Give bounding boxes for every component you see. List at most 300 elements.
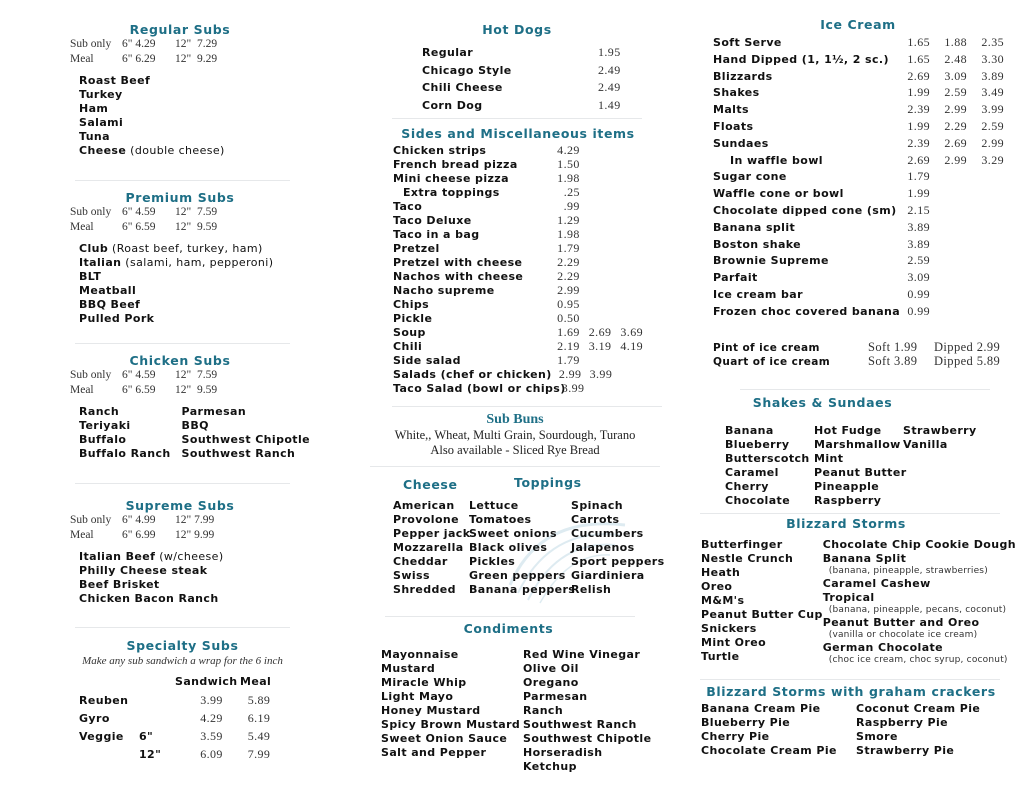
- hot-dog-price: 1.49: [598, 97, 621, 112]
- list-item: Buffalo Ranch: [79, 447, 171, 460]
- separator: [392, 406, 662, 407]
- ice-cream-item: [713, 186, 1013, 203]
- side-price-3: 4.19: [620, 339, 643, 353]
- ice-cream-name: Shakes: [713, 86, 760, 100]
- premium-subs-section: [70, 190, 290, 326]
- blizzard-flavor: Chocolate Chip Cookie Dough: [822, 538, 1016, 551]
- blizzard-storms-section: [701, 516, 1016, 666]
- side-item: [393, 339, 643, 353]
- twelve-inch-price: 12" 9.59: [175, 221, 218, 233]
- side-name: Mini cheese pizza: [393, 172, 509, 185]
- specialty-size: 12": [139, 748, 162, 761]
- list-item: Southwest Ranch: [523, 718, 637, 731]
- side-item: [393, 353, 643, 367]
- ice-cream-price-2: 2.59: [944, 85, 967, 100]
- ice-cream-name: Soft Serve: [713, 36, 782, 49]
- hot-dog-price: 1.95: [598, 45, 621, 59]
- specialty-subs-section: [70, 638, 295, 765]
- size-price-row: [70, 384, 310, 398]
- condiments-title: Condiments: [463, 621, 554, 636]
- list-item: Relish: [571, 583, 612, 596]
- list-item: Pineapple: [814, 480, 880, 493]
- list-item: Turtle: [701, 650, 740, 663]
- list-item: Southwest Chipotle: [181, 433, 310, 446]
- hot-dog-item: [422, 63, 642, 81]
- list-item: Mozzarella: [393, 541, 464, 554]
- side-item: [393, 311, 643, 325]
- ice-cream-name: Hand Dipped (1, 1½, 2 sc.): [713, 52, 889, 66]
- side-price-1: 4.29: [557, 143, 580, 157]
- list-item: BBQ: [181, 419, 209, 432]
- list-item: Coconut Cream Pie: [856, 702, 981, 715]
- specialty-subs-title: Specialty Subs: [126, 638, 239, 653]
- size-price-label: Sub only: [70, 38, 112, 50]
- list-item: Lettuce: [469, 499, 519, 512]
- menu-item-name: Tuna: [79, 130, 110, 143]
- ice-cream-name: Malts: [713, 103, 749, 117]
- hot-dog-price: 2.49: [598, 80, 621, 94]
- sub-buns-section: [370, 412, 660, 458]
- ice-cream-price-1: 2.15: [907, 202, 930, 217]
- six-inch-price: 6" 4.29: [122, 38, 156, 50]
- list-item: Raspberry: [814, 494, 882, 507]
- twelve-inch-price: 12" 9.99: [175, 529, 215, 541]
- separator: [75, 483, 290, 484]
- side-price-1: 3.99: [561, 381, 585, 395]
- list-item: Southwest Ranch: [181, 447, 296, 460]
- separator: [370, 466, 660, 467]
- regular-subs-title: Regular Subs: [129, 22, 231, 37]
- menu-item-name: BBQ Beef: [79, 298, 141, 311]
- side-price-1: 2.29: [557, 255, 580, 269]
- ice-cream-name: Parfait: [713, 271, 758, 285]
- chicken-subs-title: Chicken Subs: [129, 353, 231, 368]
- list-item: Banana Cream Pie: [701, 702, 821, 715]
- side-name: Chicken strips: [393, 144, 487, 157]
- list-item: Ketchup: [523, 760, 577, 773]
- list-item: Jalapenos: [571, 541, 635, 554]
- graham-storms-section: [701, 684, 1011, 758]
- ice-cream-name: Blizzards: [713, 69, 773, 83]
- ice-cream-price-3: 3.89: [981, 68, 1004, 83]
- ice-cream-name: Boston shake: [713, 237, 802, 251]
- side-name: Taco Deluxe: [393, 214, 472, 227]
- list-item: Buffalo: [79, 433, 127, 446]
- list-item: Light Mayo: [381, 690, 454, 703]
- ice-cream-item: [713, 119, 1013, 136]
- list-item: Spicy Brown Mustard: [381, 718, 521, 731]
- ice-cream-price-1: 1.65: [907, 51, 930, 66]
- meal-price: 7.99: [247, 747, 271, 761]
- menu-item-name: Pulled Pork: [79, 312, 155, 325]
- side-name: French bread pizza: [393, 158, 518, 171]
- menu-item-note: (double cheese): [126, 144, 225, 157]
- hot-dog-name: Chili Cheese: [422, 81, 503, 94]
- ice-cream-item: [713, 136, 1013, 153]
- list-item: Strawberry: [903, 424, 977, 437]
- ice-cream-price-3: 3.49: [981, 85, 1004, 100]
- hot-dogs-section: [392, 22, 642, 115]
- ice-cream-item: [713, 35, 1013, 52]
- menu-item: [70, 256, 290, 270]
- list-item: M&M's: [701, 594, 745, 607]
- supreme-subs-title: Supreme Subs: [125, 498, 235, 513]
- list-item: Chocolate: [725, 494, 791, 507]
- separator: [385, 616, 635, 617]
- list-item: Shredded: [393, 583, 456, 596]
- list-item: Ranch: [79, 405, 120, 418]
- meal-price: 5.49: [247, 729, 271, 743]
- side-name: Extra toppings: [403, 186, 500, 199]
- size-price-label: Sub only: [70, 369, 112, 381]
- ice-cream-section: [713, 17, 1013, 368]
- menu-item-note: (w/cheese): [155, 550, 224, 563]
- soft-price: Soft 1.99: [868, 339, 918, 354]
- ice-cream-item: [713, 69, 1013, 86]
- menu-item: [70, 312, 290, 326]
- side-item: [393, 325, 643, 339]
- meal-price: 5.89: [247, 693, 271, 707]
- premium-subs-title: Premium Subs: [125, 190, 235, 205]
- ice-cream-title: Ice Cream: [820, 17, 896, 32]
- ice-cream-price-1: 1.99: [907, 85, 930, 100]
- side-price-1: 0.95: [557, 297, 580, 311]
- menu-item: [70, 592, 290, 606]
- six-inch-price: 6" 6.59: [122, 384, 156, 396]
- six-inch-price: 6" 4.59: [122, 369, 156, 381]
- specialty-row: [70, 693, 295, 711]
- side-price-1: 1.98: [557, 227, 580, 241]
- supreme-subs-section: [70, 498, 290, 606]
- menu-item: [70, 298, 290, 312]
- menu-item-name: Roast Beef: [79, 74, 151, 87]
- sub-buns-title: Sub Buns: [486, 412, 544, 427]
- hot-dog-name: Corn Dog: [422, 98, 483, 112]
- blizzard-flavor: Tropical: [822, 591, 875, 604]
- list-item: Caramel: [725, 466, 779, 479]
- side-name: Side salad: [393, 354, 461, 367]
- side-price-1: 1.29: [557, 213, 580, 227]
- side-item: [393, 255, 643, 269]
- side-item: [393, 213, 643, 227]
- hot-dog-name: Chicago Style: [422, 63, 512, 77]
- meal-price: 6.19: [247, 711, 271, 725]
- menu-item-name: BLT: [79, 270, 102, 283]
- list-item: Mint: [814, 452, 844, 465]
- side-name: Nachos with cheese: [393, 270, 524, 283]
- packaged-ice-cream: [713, 340, 1013, 354]
- list-item: Carrots: [571, 513, 620, 526]
- list-item: Cucumbers: [571, 527, 644, 540]
- ice-cream-price-2: 2.29: [944, 118, 967, 133]
- list-item: Snickers: [701, 622, 757, 635]
- specialty-row: [70, 729, 295, 747]
- ice-cream-price-1: 2.69: [907, 152, 930, 167]
- ice-cream-item: [713, 52, 1013, 69]
- size-price-row: [70, 53, 290, 67]
- blizzard-flavor-note: (banana, pineapple, pecans, coconut): [828, 605, 1007, 615]
- list-item: Cheddar: [393, 555, 448, 568]
- specialty-name: Reuben: [79, 694, 129, 707]
- side-item: [393, 143, 643, 157]
- size-price-row: [70, 38, 290, 52]
- list-item: Pepper jack: [393, 527, 471, 540]
- blizzard-flavor-note: (vanilla or chocolate ice cream): [828, 630, 978, 640]
- list-item: Vanilla: [903, 438, 948, 451]
- ice-cream-price-1: 1.99: [907, 186, 930, 201]
- list-item: Southwest Chipotle: [523, 732, 652, 745]
- specialty-subs-subtitle: Make any sub sandwich a wrap for the 6 inch: [82, 655, 283, 667]
- packaged-ice-cream: [713, 354, 1013, 368]
- twelve-inch-price: 12" 7.99: [175, 514, 215, 526]
- menu-item-name: Philly Cheese steak: [79, 564, 208, 577]
- ice-cream-price-3: 3.29: [981, 152, 1004, 167]
- list-item: Swiss: [393, 569, 430, 582]
- ice-cream-name: In waffle bowl: [730, 153, 823, 167]
- separator: [392, 118, 642, 119]
- side-item: [393, 157, 643, 171]
- chicken-subs-section: [70, 353, 310, 461]
- ice-cream-price-3: 2.59: [981, 118, 1004, 133]
- list-item: Giardiniera: [571, 569, 645, 582]
- toppings-section: [469, 475, 665, 597]
- twelve-inch-price: 12" 7.59: [175, 369, 218, 381]
- ice-cream-item: [713, 102, 1013, 119]
- sandwich-price: 4.29: [200, 711, 223, 725]
- list-item: Sport peppers: [571, 555, 665, 568]
- sub-buns-line2: Also available - Sliced Rye Bread: [430, 443, 600, 457]
- cheese-title: Cheese: [403, 477, 458, 492]
- size-price-label: Meal: [70, 529, 94, 541]
- twelve-inch-price: 12" 7.59: [175, 206, 218, 218]
- ice-cream-price-1: 0.99: [907, 286, 930, 301]
- side-price-1: 2.19: [557, 339, 580, 353]
- separator: [740, 389, 990, 390]
- side-name: Taco Salad (bowl or chips): [393, 382, 566, 395]
- packaged-name: Pint of ice cream: [713, 341, 820, 354]
- menu-item: [70, 130, 290, 144]
- side-name: Pretzel with cheese: [393, 256, 523, 269]
- ice-cream-item: [713, 85, 1013, 102]
- size-price-row: [70, 221, 290, 235]
- side-name: Pickle: [393, 312, 433, 325]
- ice-cream-price-3: 3.99: [981, 102, 1004, 117]
- list-item: Nestle Crunch: [701, 552, 794, 565]
- side-item: [393, 171, 643, 185]
- twelve-inch-price: 12" 9.29: [175, 53, 218, 65]
- side-price-2: 2.69: [588, 325, 612, 339]
- hot-dog-name: Regular: [422, 46, 474, 59]
- sandwich-price: 3.59: [200, 729, 223, 743]
- ice-cream-price-2: 2.99: [944, 152, 967, 167]
- side-price-2: 3.19: [588, 339, 612, 353]
- blizzard-storms-title: Blizzard Storms: [786, 516, 906, 531]
- toppings-title: Toppings: [514, 475, 582, 490]
- side-name: Nacho supreme: [393, 284, 495, 297]
- list-item: Oreo: [701, 580, 733, 593]
- side-price-3: 3.69: [620, 325, 643, 339]
- ice-cream-item: [713, 153, 1013, 170]
- hot-dogs-title: Hot Dogs: [482, 22, 552, 37]
- menu-item: [70, 550, 290, 564]
- six-inch-price: 6" 6.99: [122, 529, 156, 541]
- hot-dog-item: [422, 80, 642, 98]
- list-item: Peanut Butter Cup: [701, 608, 823, 621]
- ice-cream-name: Frozen choc covered banana: [713, 304, 901, 318]
- ice-cream-price-1: 2.59: [907, 253, 930, 268]
- menu-item-name: Meatball: [79, 284, 137, 297]
- size-price-label: Meal: [70, 221, 94, 233]
- list-item: Teriyaki: [79, 419, 131, 432]
- list-item: Cherry: [725, 480, 769, 493]
- menu-item: [70, 144, 290, 158]
- list-item: Hot Fudge: [814, 424, 882, 437]
- sides-section: [393, 126, 643, 395]
- dipped-price: Dipped 5.89: [934, 353, 1001, 368]
- graham-storms-title: Blizzard Storms with graham crackers: [706, 684, 996, 699]
- side-price-1: 1.50: [557, 157, 580, 171]
- col-meal-header: Meal: [240, 675, 272, 688]
- size-price-row: [70, 514, 290, 528]
- side-price-1: 1.98: [557, 171, 580, 185]
- menu-item: [70, 578, 290, 592]
- ice-cream-item: [713, 270, 1013, 287]
- menu-item: [70, 74, 290, 88]
- menu-item-name: Beef Brisket: [79, 578, 160, 591]
- list-item: Marshmallow: [814, 438, 901, 451]
- side-item: [393, 241, 643, 255]
- ice-cream-price-1: 2.39: [907, 135, 930, 150]
- ice-cream-price-1: 3.89: [907, 219, 930, 234]
- blizzard-flavor: German Chocolate: [822, 641, 944, 654]
- side-item: [393, 269, 643, 283]
- separator: [75, 627, 290, 628]
- list-item: Butterscotch: [725, 452, 810, 465]
- menu-item: [70, 284, 290, 298]
- six-inch-price: 6" 6.59: [122, 221, 156, 233]
- condiments-section: [381, 621, 661, 774]
- ice-cream-name: Floats: [713, 119, 754, 133]
- blizzard-flavor: Caramel Cashew: [822, 577, 931, 590]
- side-name: Chili: [393, 340, 423, 353]
- list-item: Blueberry Pie: [701, 716, 791, 729]
- list-item: Green peppers: [469, 569, 566, 582]
- ice-cream-item: [713, 203, 1013, 220]
- list-item: Provolone: [393, 513, 459, 526]
- side-item: [393, 297, 643, 311]
- list-item: Mint Oreo: [701, 636, 767, 649]
- ice-cream-item: [713, 304, 1013, 321]
- list-item: Raspberry Pie: [856, 716, 948, 729]
- menu-item: [70, 116, 290, 130]
- twelve-inch-price: 12" 7.29: [175, 38, 218, 50]
- ice-cream-price-3: 3.30: [981, 51, 1004, 66]
- list-item: Cherry Pie: [701, 730, 770, 743]
- ice-cream-name: Brownie Supreme: [713, 254, 829, 268]
- list-item: Mayonnaise: [381, 648, 459, 661]
- ice-cream-item: [713, 169, 1013, 186]
- list-item: Smore: [856, 730, 898, 743]
- menu-item: [70, 102, 290, 116]
- list-item: Ranch: [523, 704, 564, 717]
- blizzard-flavor-note: (choc ice cream, choc syrup, coconut): [828, 655, 1008, 665]
- shakes-sundaes-title: Shakes & Sundaes: [752, 395, 893, 410]
- ice-cream-price-2: 3.09: [944, 68, 967, 83]
- side-item: [393, 367, 643, 381]
- separator: [700, 513, 1000, 514]
- blizzard-flavor: Peanut Butter and Oreo: [822, 616, 980, 629]
- ice-cream-price-1: 1.79: [907, 169, 930, 184]
- ice-cream-price-2: 2.69: [944, 135, 967, 150]
- six-inch-price: 6" 6.29: [122, 53, 156, 65]
- list-item: Blueberry: [725, 438, 790, 451]
- menu-item-name: Cheese: [79, 144, 127, 157]
- size-price-label: Sub only: [70, 206, 112, 218]
- size-price-label: Sub only: [70, 514, 112, 526]
- separator: [75, 180, 290, 181]
- side-price-1: 0.50: [557, 311, 580, 325]
- list-item: Parmesan: [181, 405, 247, 418]
- side-name: Pretzel: [393, 242, 440, 255]
- separator: [75, 343, 290, 344]
- ice-cream-price-3: 2.35: [981, 35, 1004, 49]
- ice-cream-price-1: 2.39: [907, 102, 930, 117]
- list-item: Oregano: [523, 676, 579, 689]
- ice-cream-price-3: 2.99: [981, 135, 1004, 150]
- ice-cream-price-2: 1.88: [944, 35, 967, 49]
- sandwich-price: 6.09: [200, 747, 223, 761]
- menu-item: [70, 242, 290, 256]
- side-price-1: 1.79: [557, 241, 580, 255]
- list-item: Parmesan: [523, 690, 588, 703]
- list-item: Olive Oil: [523, 662, 579, 675]
- size-price-label: Meal: [70, 384, 94, 396]
- list-item: Butterfinger: [701, 538, 783, 551]
- list-item: Banana peppers: [469, 583, 576, 596]
- cheese-section: [393, 477, 471, 597]
- menu-item-note: (salami, ham, pepperoni): [121, 256, 274, 269]
- list-item: Black olives: [469, 541, 548, 554]
- side-item: [393, 199, 643, 213]
- blizzard-flavor-note: (banana, pineapple, strawberries): [828, 566, 988, 576]
- list-item: Strawberry Pie: [856, 744, 955, 757]
- list-item: Heath: [701, 566, 741, 579]
- ice-cream-name: Chocolate dipped cone (sm): [713, 203, 897, 217]
- blizzard-flavor: Banana Split: [822, 552, 907, 565]
- ice-cream-price-2: 2.99: [944, 102, 967, 117]
- ice-cream-price-1: 1.65: [907, 35, 930, 49]
- size-price-label: Meal: [70, 53, 94, 65]
- ice-cream-item: [713, 253, 1013, 270]
- list-item: Chocolate Cream Pie: [701, 744, 837, 757]
- sub-buns-line1: White,, Wheat, Multi Grain, Sourdough, Turano: [394, 428, 636, 442]
- list-item: Horseradish: [523, 746, 603, 759]
- list-item: Honey Mustard: [381, 704, 481, 717]
- six-inch-price: 6" 4.99: [122, 514, 156, 526]
- list-item: Peanut Butter: [814, 466, 907, 479]
- ice-cream-name: Sugar cone: [713, 170, 787, 184]
- six-inch-price: 6" 4.59: [122, 206, 156, 218]
- list-item: Miracle Whip: [381, 676, 467, 689]
- dipped-price: Dipped 2.99: [934, 339, 1001, 354]
- size-price-row: [70, 206, 290, 220]
- side-name: Taco in a bag: [393, 228, 480, 241]
- ice-cream-item: [713, 237, 1013, 254]
- side-price-2: 3.99: [589, 367, 613, 381]
- soft-price: Soft 3.89: [868, 353, 918, 368]
- list-item: Salt and Pepper: [381, 746, 487, 759]
- menu-item-note: (Roast beef, turkey, ham): [108, 242, 263, 255]
